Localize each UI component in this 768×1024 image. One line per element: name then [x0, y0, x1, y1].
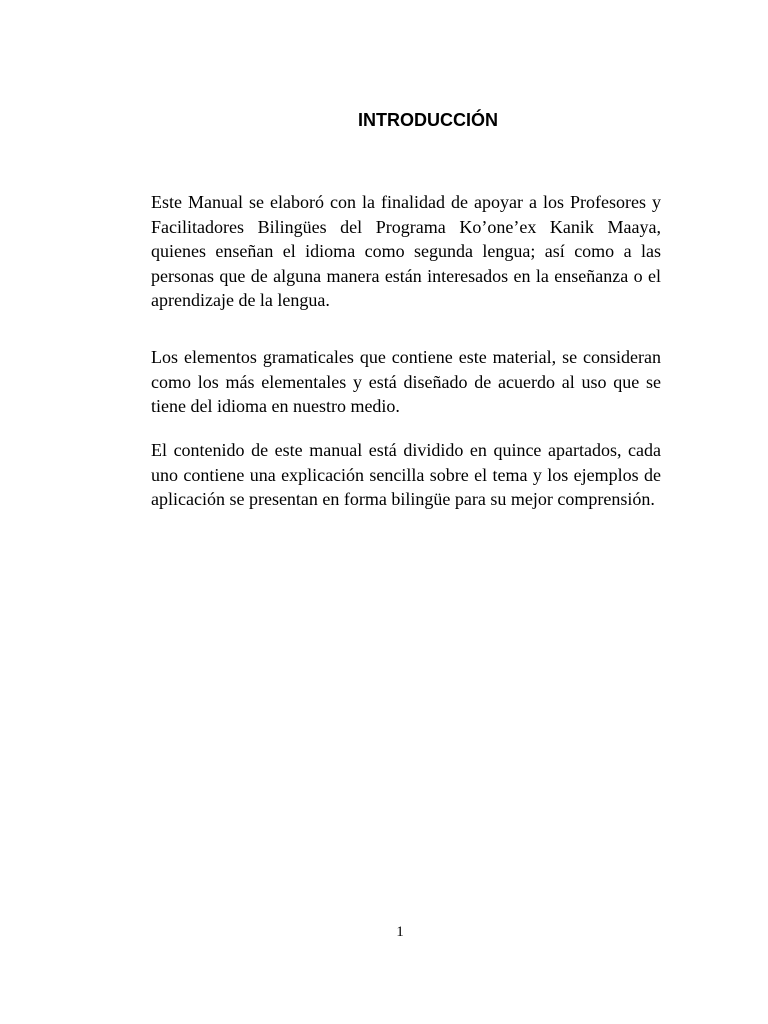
paragraph-grammar-elements: Los elementos gramaticales que contiene este material, se consideran como los más elementales y está diseñado de acuerdo al uso que se tiene del idioma en nuestro medio.: [151, 347, 661, 416]
paragraph-purpose: Este Manual se elaboró con la finalidad de apoyar a los Profesores y Facilitadores Bilingües del Programa Ko’one’ex Kanik Maaya, quienes enseñan el idioma como segunda lengua; así como a las personas que de alguna manera están interesados en la enseñanza o el aprendizaje de la lengua.: [151, 192, 661, 310]
page-number: 1: [396, 924, 404, 940]
page-title: INTRODUCCIÓN: [358, 110, 498, 130]
paragraph-content-structure: El contenido de este manual está dividido en quince apartados, cada uno contiene una explicación sencilla sobre el tema y los ejemplos de aplicación se presentan en forma bilingüe para su mejor comprensión.: [151, 440, 661, 509]
